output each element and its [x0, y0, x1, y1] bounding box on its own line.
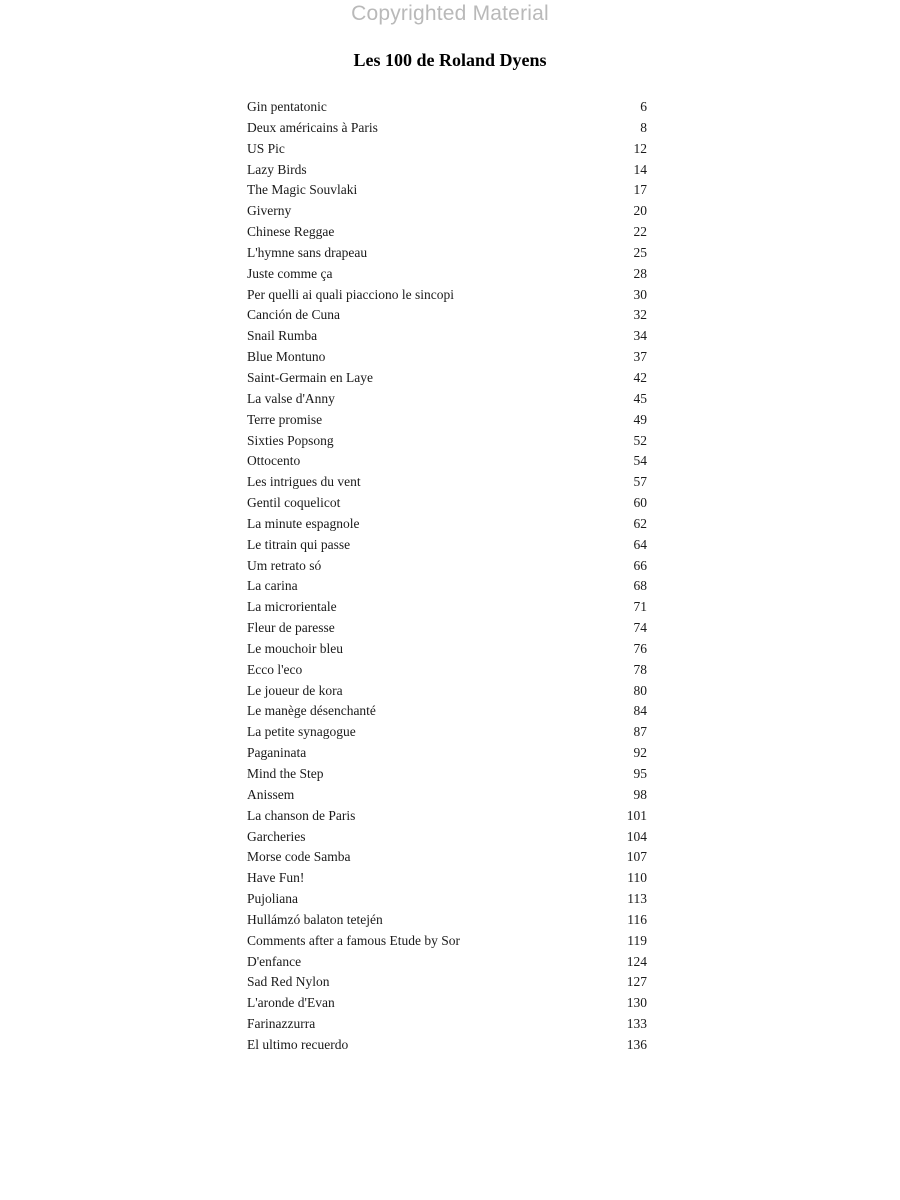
toc-entry	[247, 493, 647, 514]
toc-entry	[247, 764, 647, 785]
toc-entry	[247, 139, 647, 160]
toc-entry-title: Sad Red Nylon	[247, 974, 330, 990]
toc-entry	[247, 201, 647, 222]
toc-entry	[247, 889, 647, 910]
toc-entry	[247, 576, 647, 597]
toc-entry-title: La microrientale	[247, 599, 337, 615]
toc-entry-page-number: 14	[633, 161, 647, 177]
toc-entry-title: Per quelli ai quali piacciono le sincopi	[247, 286, 454, 302]
toc-entry	[247, 618, 647, 639]
toc-entry	[247, 347, 647, 368]
toc-entry-page-number: 8	[640, 119, 647, 135]
toc-entry-title: Gentil coquelicot	[247, 495, 341, 511]
toc-entry	[247, 701, 647, 722]
toc-entry	[247, 931, 647, 952]
toc-entry	[247, 535, 647, 556]
toc-entry	[247, 681, 647, 702]
toc-entry-page-number: 98	[633, 786, 647, 802]
toc-entry-page-number: 49	[633, 411, 647, 427]
toc-entry-page-number: 110	[627, 870, 647, 886]
toc-entry	[247, 847, 647, 868]
toc-entry-title: L'aronde d'Evan	[247, 995, 335, 1011]
toc-entry-title: Lazy Birds	[247, 161, 307, 177]
toc-entry-page-number: 28	[633, 265, 647, 281]
toc-entry-title: Farinazzurra	[247, 1016, 316, 1032]
toc-entry	[247, 1035, 647, 1056]
toc-entry-page-number: 57	[633, 474, 647, 490]
toc-entry-page-number: 6	[640, 99, 647, 114]
toc-entry-title: Paganinata	[247, 745, 307, 761]
toc-entry-page-number: 87	[633, 724, 647, 740]
toc-entry-page-number: 32	[633, 307, 647, 323]
page-title: Les 100 de Roland Dyens	[353, 50, 547, 70]
toc-entry-title: Ottocento	[247, 453, 301, 469]
toc-entry-page-number: 71	[633, 599, 647, 615]
toc-entry	[247, 993, 647, 1014]
toc-entry-page-number: 42	[633, 369, 647, 385]
toc-entry-page-number: 64	[633, 536, 647, 552]
toc-entry-page-number: 17	[633, 182, 647, 198]
toc-entry-title: The Magic Souvlaki	[247, 182, 358, 198]
toc-entry	[247, 639, 647, 660]
toc-entry-page-number: 37	[633, 349, 647, 365]
toc-entry-page-number: 116	[627, 911, 647, 927]
toc-entry-title: Chinese Reggae	[247, 224, 335, 240]
toc-entry	[247, 431, 647, 452]
toc-entry-title: Mind the Step	[247, 766, 324, 781]
toc-entry-page-number: 25	[633, 244, 647, 260]
toc-entry	[247, 785, 647, 806]
toc-entry-page-number: 66	[633, 557, 647, 573]
toc-entry-title: D'enfance	[247, 953, 302, 969]
toc-entry-title: Gin pentatonic	[247, 99, 327, 114]
toc-entry-page-number: 68	[633, 578, 647, 594]
toc-entry	[247, 180, 647, 201]
toc-entry-title: Um retrato só	[247, 557, 322, 573]
toc-entry-page-number: 52	[633, 432, 647, 448]
toc-entry-title: Garcheries	[247, 828, 306, 844]
toc-entry-page-number: 113	[627, 891, 647, 907]
toc-entry-title: Snail Rumba	[247, 328, 318, 344]
toc-entry-page-number: 60	[633, 495, 647, 511]
toc-entry-title: Le titrain qui passe	[247, 536, 351, 552]
toc-entry-page-number: 101	[626, 807, 647, 823]
toc-entry	[247, 243, 647, 264]
toc-entry-page-number: 45	[633, 390, 647, 406]
toc-entry-title: L'hymne sans drapeau	[247, 244, 368, 260]
toc-entry	[247, 97, 647, 118]
toc-entry-title: Les intrigues du vent	[247, 474, 361, 490]
toc-entry-title: Deux américains à Paris	[247, 119, 378, 135]
toc-entry-page-number: 22	[633, 224, 647, 240]
toc-entry-title: El ultimo recuerdo	[247, 1036, 349, 1052]
toc-entry	[247, 972, 647, 993]
toc-entry-title: Giverny	[247, 203, 292, 219]
toc-entry-title: Juste comme ça	[247, 265, 333, 281]
toc-entry	[247, 305, 647, 326]
toc-entry-title: US Pic	[247, 140, 285, 156]
toc-entry	[247, 806, 647, 827]
toc-entry-title: Anissem	[247, 786, 295, 802]
toc-entry-title: La minute espagnole	[247, 515, 360, 531]
toc-entry-title: Morse code Samba	[247, 849, 351, 865]
toc-entry-page-number: 54	[633, 453, 647, 469]
toc-entry-title: Le manège désenchanté	[247, 703, 376, 719]
toc-entry-title: Hullámzó balaton tetején	[247, 911, 383, 927]
table-of-contents	[247, 97, 647, 1056]
toc-entry-page-number: 95	[633, 766, 647, 781]
toc-entry-title: Terre promise	[247, 411, 323, 427]
toc-entry-title: Fleur de paresse	[247, 620, 335, 636]
toc-entry-page-number: 12	[633, 140, 647, 156]
toc-entry-title: Saint-Germain en Laye	[247, 369, 373, 385]
toc-entry	[247, 514, 647, 535]
toc-entry	[247, 118, 647, 139]
toc-entry-page-number: 62	[633, 515, 647, 531]
toc-entry-page-number: 130	[626, 995, 647, 1011]
toc-entry-title: Sixties Popsong	[247, 432, 334, 448]
toc-entry-page-number: 34	[633, 328, 647, 344]
toc-entry-page-number: 104	[626, 828, 647, 844]
toc-entry-page-number: 124	[626, 953, 647, 969]
toc-entry-page-number: 107	[626, 849, 647, 865]
toc-entry-title: La carina	[247, 578, 298, 594]
toc-entry	[247, 264, 647, 285]
toc-entry	[247, 160, 647, 181]
toc-entry	[247, 910, 647, 931]
toc-entry-page-number: 92	[633, 745, 647, 761]
toc-entry-page-number: 119	[627, 932, 647, 948]
toc-entry-title: Blue Montuno	[247, 349, 326, 365]
toc-entry-title: Have Fun!	[247, 870, 305, 886]
toc-entry	[247, 472, 647, 493]
toc-entry	[247, 389, 647, 410]
toc-entry-page-number: 30	[633, 286, 647, 302]
toc-entry-title: Ecco l'eco	[247, 661, 303, 677]
toc-entry	[247, 1014, 647, 1035]
toc-entry-title: La petite synagogue	[247, 724, 356, 740]
toc-entry-page-number: 133	[626, 1016, 647, 1032]
toc-entry-page-number: 84	[633, 703, 647, 719]
toc-entry-page-number: 127	[626, 974, 647, 990]
toc-entry-title: Canción de Cuna	[247, 307, 340, 323]
toc-entry	[247, 556, 647, 577]
toc-entry-page-number: 76	[633, 640, 647, 656]
toc-entry-page-number: 74	[633, 620, 647, 636]
toc-entry-title: Pujoliana	[247, 891, 298, 907]
toc-entry	[247, 952, 647, 973]
toc-entry	[247, 222, 647, 243]
toc-entry-page-number: 78	[633, 661, 647, 677]
toc-entry-title: Le joueur de kora	[247, 682, 343, 698]
toc-entry	[247, 868, 647, 889]
toc-entry-title: La chanson de Paris	[247, 807, 356, 823]
toc-entry	[247, 326, 647, 347]
toc-entry-page-number: 136	[626, 1036, 647, 1052]
toc-entry	[247, 660, 647, 681]
toc-entry	[247, 743, 647, 764]
toc-entry	[247, 722, 647, 743]
copyright-watermark: Copyrighted Material	[351, 2, 549, 25]
toc-entry-title: Le mouchoir bleu	[247, 640, 343, 656]
toc-entry-title: Comments after a famous Etude by Sor	[247, 932, 460, 948]
toc-entry-title: La valse d'Anny	[247, 390, 335, 406]
toc-entry	[247, 410, 647, 431]
toc-entry-page-number: 20	[633, 203, 647, 219]
toc-entry	[247, 827, 647, 848]
toc-entry	[247, 368, 647, 389]
toc-entry	[247, 451, 647, 472]
toc-entry-page-number: 80	[633, 682, 647, 698]
toc-entry	[247, 285, 647, 306]
toc-entry	[247, 597, 647, 618]
